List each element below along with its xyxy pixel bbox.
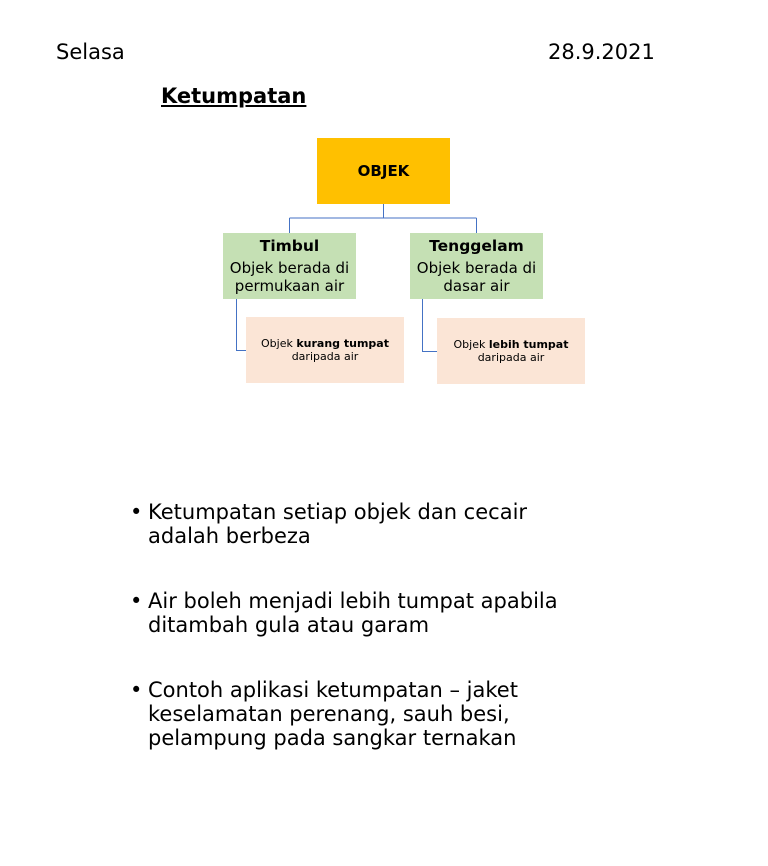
bullet-marker: • — [130, 678, 143, 702]
bullet-3-line-2: keselamatan perenang, sauh besi, — [148, 702, 510, 726]
node-objek-label: OBJEK — [357, 162, 410, 180]
node-kurang-pre: Objek — [261, 337, 297, 350]
node-tenggelam-desc-1: Objek berada di — [416, 259, 537, 277]
bullet-1-line-1: Ketumpatan setiap objek dan cecair — [148, 500, 528, 524]
bullet-marker: • — [130, 500, 143, 524]
node-lebih-bold: lebih tumpat — [488, 338, 569, 351]
node-tenggelam-title: Tenggelam — [429, 237, 524, 255]
bullet-item — [130, 589, 600, 637]
date-label: 28.9.2021 — [548, 40, 655, 64]
bullet-list — [130, 500, 600, 750]
node-tenggelam-desc-2: dasar air — [443, 277, 510, 295]
connector-kurang — [237, 299, 247, 351]
node-kurang-line1 — [261, 337, 389, 350]
bullet-item — [130, 500, 600, 548]
node-lebih-line2: daripada air — [477, 351, 545, 364]
node-lebih-tumpat — [437, 318, 585, 384]
bullet-3-line-1: Contoh aplikasi ketumpatan – jaket — [148, 678, 518, 702]
bullet-1-line-2: adalah berbeza — [148, 524, 311, 548]
node-lebih-pre: Objek — [453, 338, 489, 351]
node-kurang-bold: kurang tumpat — [296, 337, 389, 350]
bullet-3-line-3: pelampung pada sangkar ternakan — [148, 726, 517, 750]
bullet-item — [130, 678, 600, 750]
node-timbul-desc-1: Objek berada di — [229, 259, 350, 277]
node-timbul — [223, 233, 356, 299]
connector-lebih — [423, 299, 438, 352]
node-timbul-desc-2: permukaan air — [234, 277, 345, 295]
node-objek — [317, 138, 450, 204]
node-tenggelam — [410, 233, 543, 299]
node-kurang-tumpat — [246, 317, 404, 383]
bullet-2-line-2: ditambah gula atau garam — [148, 613, 430, 637]
bullet-2-line-1: Air boleh menjadi lebih tumpat apabila — [148, 589, 558, 613]
node-timbul-title: Timbul — [259, 237, 320, 255]
node-kurang-line2: daripada air — [291, 350, 359, 363]
node-lebih-line1 — [454, 338, 569, 351]
page-title: Ketumpatan — [161, 84, 307, 108]
day-label: Selasa — [56, 40, 125, 64]
bullet-marker: • — [130, 589, 143, 613]
